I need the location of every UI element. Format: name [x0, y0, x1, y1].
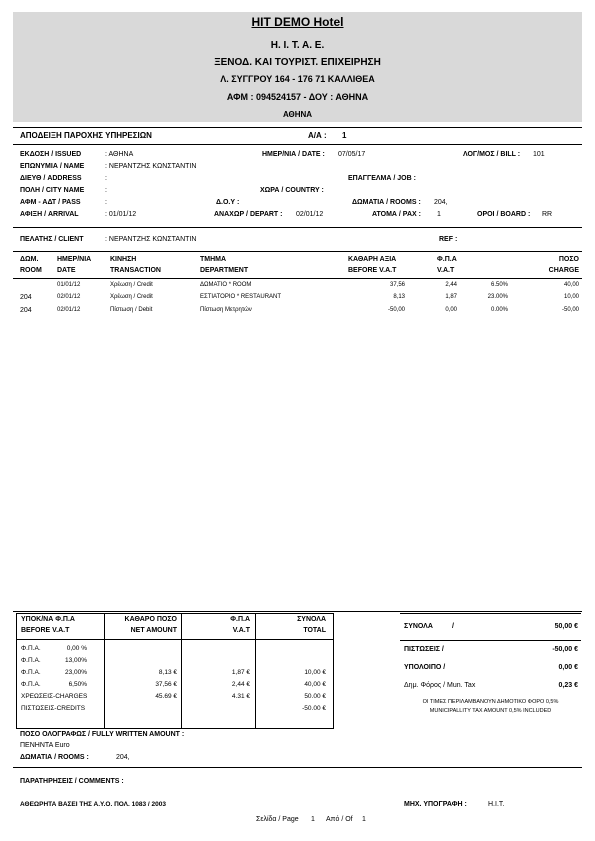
date-label: ΗΜΕΡ/ΝΙΑ / DATE : [262, 151, 325, 158]
col-dept-gr: ΤΜΗΜΑ [200, 256, 227, 263]
row-transaction: Χρέωση / Credit [110, 294, 153, 300]
rooms-label: ΔΩΜΑΤΙΑ / ROOMS : [352, 199, 421, 206]
vat-row-net: 37,56 € [155, 681, 177, 688]
divider [13, 611, 582, 612]
row-vat: 0,00 [445, 307, 457, 313]
divider [400, 640, 581, 641]
hotel-header [13, 12, 582, 122]
footer-rooms-label: ΔΩΜΑΤΙΑ / ROOMS : [20, 754, 89, 761]
doy-label: Δ.Ο.Υ : [216, 199, 240, 206]
row-net: -50,00 [387, 307, 405, 313]
row-charge: -50,00 [561, 307, 579, 313]
vat-row-label: ΧΡΕΩΣΕΙΣ-CHARGES [21, 693, 88, 700]
vat-col2-gr: ΚΑΘΑΡΟ ΠΟΣΟ [124, 616, 177, 623]
col-charge-gr: ΠΟΣΟ [558, 256, 579, 263]
row-vat-pct: 6.50% [490, 282, 508, 288]
row-charge: 40,00 [563, 282, 579, 288]
company-name: Η. Ι. Τ. Α. Ε. [270, 40, 325, 51]
row-net: 37,56 [389, 282, 405, 288]
issued-value: : ΑΘΗΝΑ [105, 151, 134, 158]
totals-credits-value: -50,00 € [552, 646, 578, 653]
vat-row-net: 45.69 € [155, 693, 177, 700]
aa-value: 1 [342, 131, 347, 140]
arrival-label: ΑΦΙΞΗ / ARRIVAL [20, 211, 79, 218]
vat-row-rate: 23,00% [64, 669, 87, 676]
vat-row-rate: 0,00 % [66, 645, 87, 652]
vat-row-rate: 6,50% [68, 681, 87, 688]
vat-row-rate: 13,00% [64, 657, 87, 664]
col-net-en: BEFORE V.A.T [348, 267, 397, 274]
row-vat: 2,44 [445, 282, 457, 288]
page-total: 1 [362, 816, 366, 823]
company-address: Λ. ΣΥΓΓΡΟΥ 164 - 176 71 ΚΑΛΛΙΘΕΑ [220, 74, 375, 84]
hotel-name: HIT DEMO Hotel [251, 15, 344, 29]
board-label: ΟΡΟΙ / BOARD : [477, 211, 531, 218]
aa-label: Α/Α : [308, 131, 327, 140]
totals-credits-label: ΠΙΣΤΩΣΕΙΣ / [404, 646, 444, 653]
written-amount-value: ΠΕΝΗΝΤΑ Euro [20, 742, 70, 749]
signature-label: ΜΗΧ. ΥΠΟΓΡΑΦΗ : [404, 801, 467, 808]
pax-value: 1 [437, 211, 441, 218]
ref-label: REF : [439, 236, 458, 243]
page-of-label: Από / Of [326, 816, 353, 823]
vat-row-total: 10,00 € [304, 669, 326, 676]
company-city: ΑΘΗΝΑ [282, 110, 313, 119]
col-net-gr: ΚΑΘΑΡΗ ΑΞΙΑ [348, 256, 397, 263]
row-room: 204 [20, 307, 32, 314]
vat-col1-en: BEFORE V.A.T [21, 627, 70, 634]
row-net: 8,13 [393, 294, 405, 300]
divider [13, 767, 582, 768]
col-vat-en: V.A.T [437, 267, 455, 274]
divider [13, 127, 582, 128]
name-label: ΕΠΩΝΥΜΙΑ / NAME [20, 163, 85, 170]
page-label: Σελίδα / Page [256, 816, 299, 823]
col-date-en: DATE [57, 267, 76, 274]
footer-rooms-value: 204, [116, 754, 130, 761]
col-dept-en: DEPARTMENT [200, 267, 249, 274]
vat-row-label: Φ.Π.Α. [21, 657, 41, 664]
totals-sum-value: 50,00 € [554, 623, 578, 630]
row-date: 02/01/12 [57, 294, 81, 300]
exempt-note: ΑΘΕΩΡΗΤΑ ΒΑΣΕΙ ΤΗΣ Α.Υ.Ο. ΠΟΛ. 1083 / 2003 [20, 801, 166, 808]
depart-label: ΑΝΑΧΩΡ / DEPART : [214, 211, 283, 218]
depart-value: 02/01/12 [296, 211, 324, 218]
bill-label: ΛΟΓ/ΜΟΣ / BILL : [463, 151, 521, 158]
vat-row-vat: 2,44 € [231, 681, 250, 688]
client-value: : ΝΕΡΑΝΤΖΗΣ ΚΩΝΣΤΑΝΤΙΝ [105, 236, 197, 243]
afm-value: : [105, 199, 107, 206]
totals-tax-value: 0,23 € [558, 682, 578, 689]
comments-label: ΠΑΡΑΤΗΡΗΣΕΙΣ / COMMENTS : [20, 778, 124, 785]
vat-row-total: 50.00 € [304, 693, 326, 700]
col-trans-en: TRANSACTION [110, 267, 161, 274]
vat-row-label: ΠΙΣΤΩΣΕΙΣ-CREDITS [21, 705, 86, 712]
vat-col1-gr: ΥΠΟΚ/ΝΑ Φ.Π.Α [21, 616, 75, 623]
row-vat-pct: 0.00% [490, 307, 508, 313]
col-room-gr: ΔΩΜ. [20, 256, 39, 263]
row-date: 02/01/12 [57, 307, 81, 313]
row-room: 204 [20, 294, 32, 301]
vat-col2-en: NET AMOUNT [130, 627, 177, 634]
vat-col4-en: TOTAL [303, 627, 326, 634]
col-charge-en: CHARGE [548, 267, 579, 274]
signature-value: Η.Ι.Τ. [488, 801, 505, 808]
city-label: ΠΟΛΗ / CITY NAME [20, 187, 85, 194]
col-date-gr: ΗΜΕΡ/ΝΙΑ [57, 256, 92, 263]
divider [13, 278, 582, 279]
vat-row-net: 8,13 € [158, 669, 177, 676]
row-transaction: Χρέωση / Credit [110, 282, 153, 288]
row-vat-pct: 23.00% [487, 294, 508, 300]
divider [13, 227, 582, 228]
totals-sum-slash: / [452, 623, 454, 630]
board-value: RR [542, 211, 553, 218]
bill-value: 101 [533, 151, 545, 158]
vat-row-label: Φ.Π.Α. [21, 669, 41, 676]
address-value: : [105, 175, 107, 182]
vat-row-total: -50.00 € [302, 705, 326, 712]
address-label: ΔΙΕΥΘ / ADDRESS [20, 175, 82, 182]
row-department: ΕΣΤΙΑΤΟΡΙΟ * RESTAURANT [200, 294, 282, 300]
col-room-en: ROOM [20, 267, 42, 274]
divider [13, 251, 582, 252]
col-trans-gr: ΚΙΝΗΣΗ [110, 256, 137, 263]
vat-row-label: Φ.Π.Α. [21, 681, 41, 688]
totals-tax-label: Δημ. Φόρος / Mun. Tax [404, 682, 476, 689]
afm-label: ΑΦΜ - ΑΔΤ / PASS [20, 199, 81, 206]
divider [16, 639, 333, 640]
row-department: Πίστωση Μετρητών [200, 307, 252, 313]
country-label: ΧΩΡΑ / COUNTRY : [260, 187, 324, 194]
rooms-value: 204, [434, 199, 448, 206]
col-vat-gr: Φ.Π.Α [437, 256, 457, 263]
divider [255, 613, 256, 728]
totals-sum-label: ΣΥΝΟΛΑ [404, 623, 433, 630]
written-amount-label: ΠΟΣΟ ΟΛΟΓΡΑΦΩΣ / FULLY WRITTEN AMOUNT : [20, 731, 185, 738]
divider [13, 144, 582, 145]
pax-label: ΑΤΟΜΑ / PAX : [372, 211, 421, 218]
client-label: ΠΕΛΑΤΗΣ / CLIENT [20, 236, 84, 243]
date-value: 07/05/17 [338, 151, 366, 158]
vat-row-vat: 1,87 € [231, 669, 250, 676]
page-number: 1 [311, 816, 315, 823]
vat-col4-gr: ΣΥΝΟΛΑ [297, 616, 326, 623]
totals-balance-value: 0,00 € [558, 664, 578, 671]
issued-label: ΕΚΔΟΣΗ / ISSUED [20, 151, 82, 158]
totals-balance-label: ΥΠΟΛΟΙΠΟ / [404, 664, 446, 671]
row-date: 01/01/12 [57, 282, 81, 288]
arrival-value: : 01/01/12 [105, 211, 137, 218]
vat-row-vat: 4.31 € [231, 693, 250, 700]
city-value: : [105, 187, 107, 194]
row-department: ΔΩΜΑΤΙΟ * ROOM [200, 282, 252, 288]
row-transaction: Πίστωση / Debit [110, 307, 153, 313]
doc-title: ΑΠΟΔΕΙΞΗ ΠΑΡΟΧΗΣ ΥΠΗΡΕΣΙΩΝ [20, 131, 152, 140]
vat-col3-gr: Φ.Π.Α [230, 616, 250, 623]
job-label: ΕΠΑΓΓΕΛΜΑ / JOB : [348, 175, 416, 182]
row-vat: 1,87 [445, 294, 457, 300]
vat-row-label: Φ.Π.Α. [21, 645, 41, 652]
row-charge: 10,00 [563, 294, 579, 300]
company-tax: ΑΦΜ : 094524157 - ΔΟΥ : ΑΘΗΝΑ [226, 92, 369, 102]
vat-col3-en: V.A.T [232, 627, 250, 634]
divider [104, 613, 105, 728]
mun-tax-note-en: MUNICIPALLITY TAX AMOUNT 0,5% INCLUDED [429, 708, 552, 714]
mun-tax-note-gr: ΟΙ ΤΙΜΕΣ ΠΕΡΙΛΑΜΒΑΝΟΥΝ ΔΗΜΟΤΙΚΟ ΦΟΡΟ 0,5% [422, 699, 559, 705]
vat-row-total: 40,00 € [304, 681, 326, 688]
name-value: : ΝΕΡΑΝΤΖΗΣ ΚΩΝΣΤΑΝΤΙΝ [105, 163, 197, 170]
company-type: ΞΕΝΟΔ. ΚΑΙ ΤΟΥΡΙΣΤ. ΕΠΙΧΕΙΡΗΣΗ [214, 57, 381, 68]
divider [181, 613, 182, 728]
